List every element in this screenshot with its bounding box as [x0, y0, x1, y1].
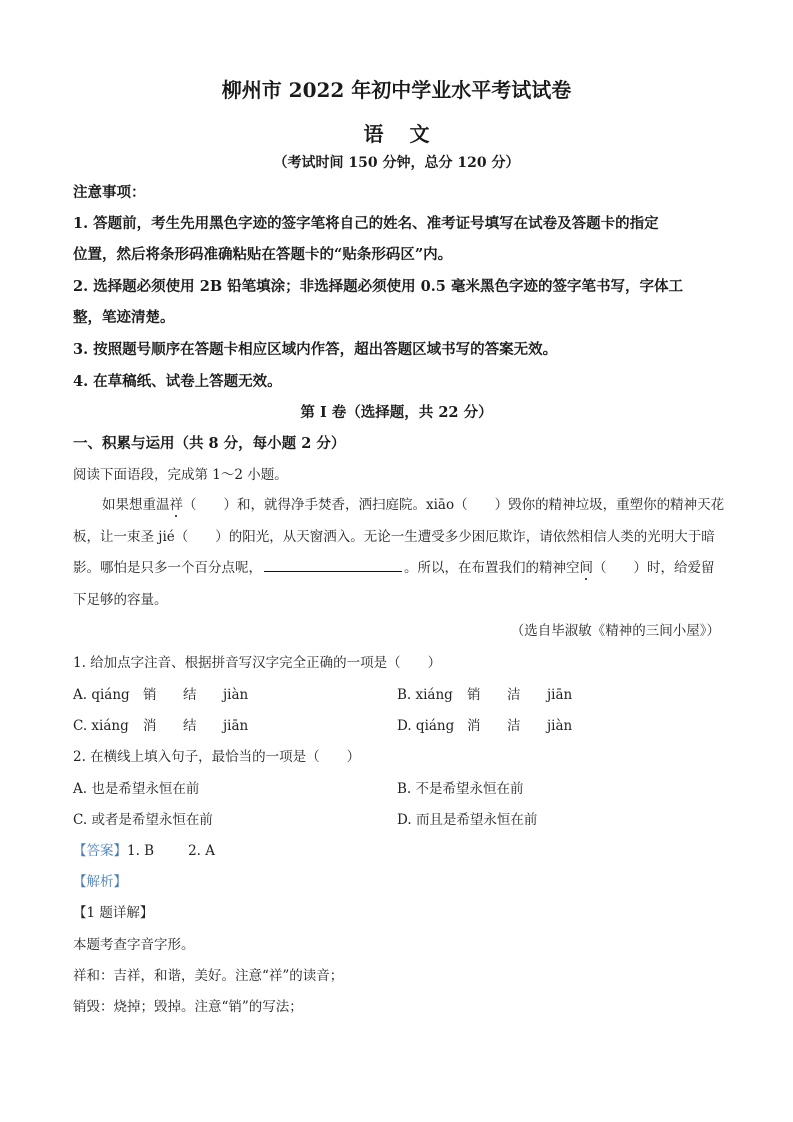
q2-option-c [73, 808, 213, 828]
option-label: A. [73, 781, 88, 797]
option-part: 销 [143, 687, 157, 703]
passage-text: 影。哪怕是只多一个百分点呢， [73, 560, 262, 576]
analysis-line-3: 销毁：烧掉；毁掉。注意“销”的写法； [73, 999, 303, 1015]
option-part: jiān [547, 687, 573, 703]
option-label: D. qiáng [397, 718, 455, 734]
notice-item-2: 2. 选择题必须使用 2B 铅笔填涂；非选择题必须使用 0.5 毫米黑色字迹的签字笔书写，字体工 [73, 278, 683, 295]
q2-option-a [73, 777, 199, 797]
option-label: D. [397, 812, 412, 828]
option-label: C. xiáng [73, 718, 129, 734]
dotted-char: 祥 [169, 497, 183, 513]
option-part: 消 [467, 718, 481, 734]
option-text: 不是希望永恒在前 [415, 781, 524, 797]
notice-item-4: 4. 在草稿纸、试卷上答题无效。 [73, 373, 282, 390]
exam-subject: 语文 [363, 122, 456, 146]
notice-item-1: 1. 答题前，考生先用黑色字迹的签字笔将自己的姓名、准考证号填写在试卷及答题卡的指定 [73, 215, 659, 232]
fill-in-blank [264, 557, 402, 572]
option-label: B. xiáng [397, 687, 453, 703]
passage-text: 。所以，在布置我们的精神空 [404, 560, 580, 576]
passage-line-4: 下足够的容量。 [73, 592, 168, 608]
notice-item-1-cont: 位置，然后将条形码准确粘贴在答题卡的“贴条形码区”内。 [73, 246, 453, 263]
analysis-line-2: 祥和：吉祥，和谐，美好。注意“祥”的读音； [73, 968, 344, 984]
passage-line-1 [102, 493, 724, 513]
q1-option-c [73, 714, 248, 734]
option-label: C. [73, 812, 88, 828]
q2-option-d [397, 808, 537, 828]
notice-item-3: 3. 按照题号顺序在答题卡相应区域内作答，超出答题区域书写的答案无效。 [73, 341, 558, 358]
passage-source: （选自毕淑敏《精神的三间小屋》） [510, 623, 720, 639]
dotted-char: 间 [579, 560, 593, 576]
notice-item-2-cont: 整，笔迹清楚。 [73, 309, 175, 326]
passage-text: （ ）时，给爱留 [593, 560, 715, 576]
option-part: jiàn [223, 687, 249, 703]
answer-line [73, 839, 215, 859]
option-part: 洁 [507, 687, 521, 703]
option-text: 而且是希望永恒在前 [415, 812, 538, 828]
q1-option-d [397, 714, 572, 734]
option-part: 销 [467, 687, 481, 703]
exam-title: 柳州市 2022 年初中学业水平考试试卷 [221, 78, 572, 102]
passage-line-3 [73, 556, 715, 576]
question-2-stem: 2. 在横线上填入句子，最恰当的一项是（ ） [73, 749, 361, 765]
option-part: 洁 [507, 718, 521, 734]
passage-text: （ ）和，就得净手焚香，洒扫庭院。xiāo（ ）毁你的精神垃圾，重塑你的精神天花 [183, 497, 725, 513]
passage-line-2: 板，让一束圣 jié（ ）的阳光，从天窗洒入。无论一生遭受多少困厄欺诈，请依然相信人类的光明大于暗 [73, 529, 715, 545]
question-1-stem: 1. 给加点字注音、根据拼音写汉字完全正确的一项是（ ） [73, 655, 442, 671]
answer-2: 2. A [188, 843, 216, 859]
analysis-subheading: 【1 题详解】 [73, 905, 154, 921]
option-part: 消 [143, 718, 157, 734]
q1-option-a [73, 683, 248, 703]
option-text: 或者是希望永恒在前 [91, 812, 213, 828]
volume-title: 第 Ⅰ 卷（选择题，共 22 分） [300, 404, 493, 421]
option-label: B. [397, 781, 412, 797]
section-intro: 阅读下面语段，完成第 1～2 小题。 [73, 467, 288, 483]
option-part: 结 [183, 718, 197, 734]
option-part: jiān [223, 718, 249, 734]
section-title: 一、积累与运用（共 8 分，每小题 2 分） [73, 435, 346, 452]
notice-heading: 注意事项： [73, 184, 146, 201]
option-part: 结 [183, 687, 197, 703]
option-text: 也是希望永恒在前 [91, 781, 200, 797]
answer-tag: 【答案】 [73, 843, 127, 859]
option-label: A. qiáng [73, 687, 130, 703]
analysis-tag: 【解析】 [73, 874, 127, 890]
analysis-line-1: 本题考查字音字形。 [73, 937, 195, 953]
q2-option-b [397, 777, 524, 797]
exam-meta: （考试时间 150 分钟，总分 120 分） [273, 155, 520, 171]
q1-option-b [397, 683, 572, 703]
option-part: jiàn [547, 718, 573, 734]
passage-text: 如果想重温 [102, 497, 170, 513]
answer-1: 1. B [127, 843, 155, 859]
